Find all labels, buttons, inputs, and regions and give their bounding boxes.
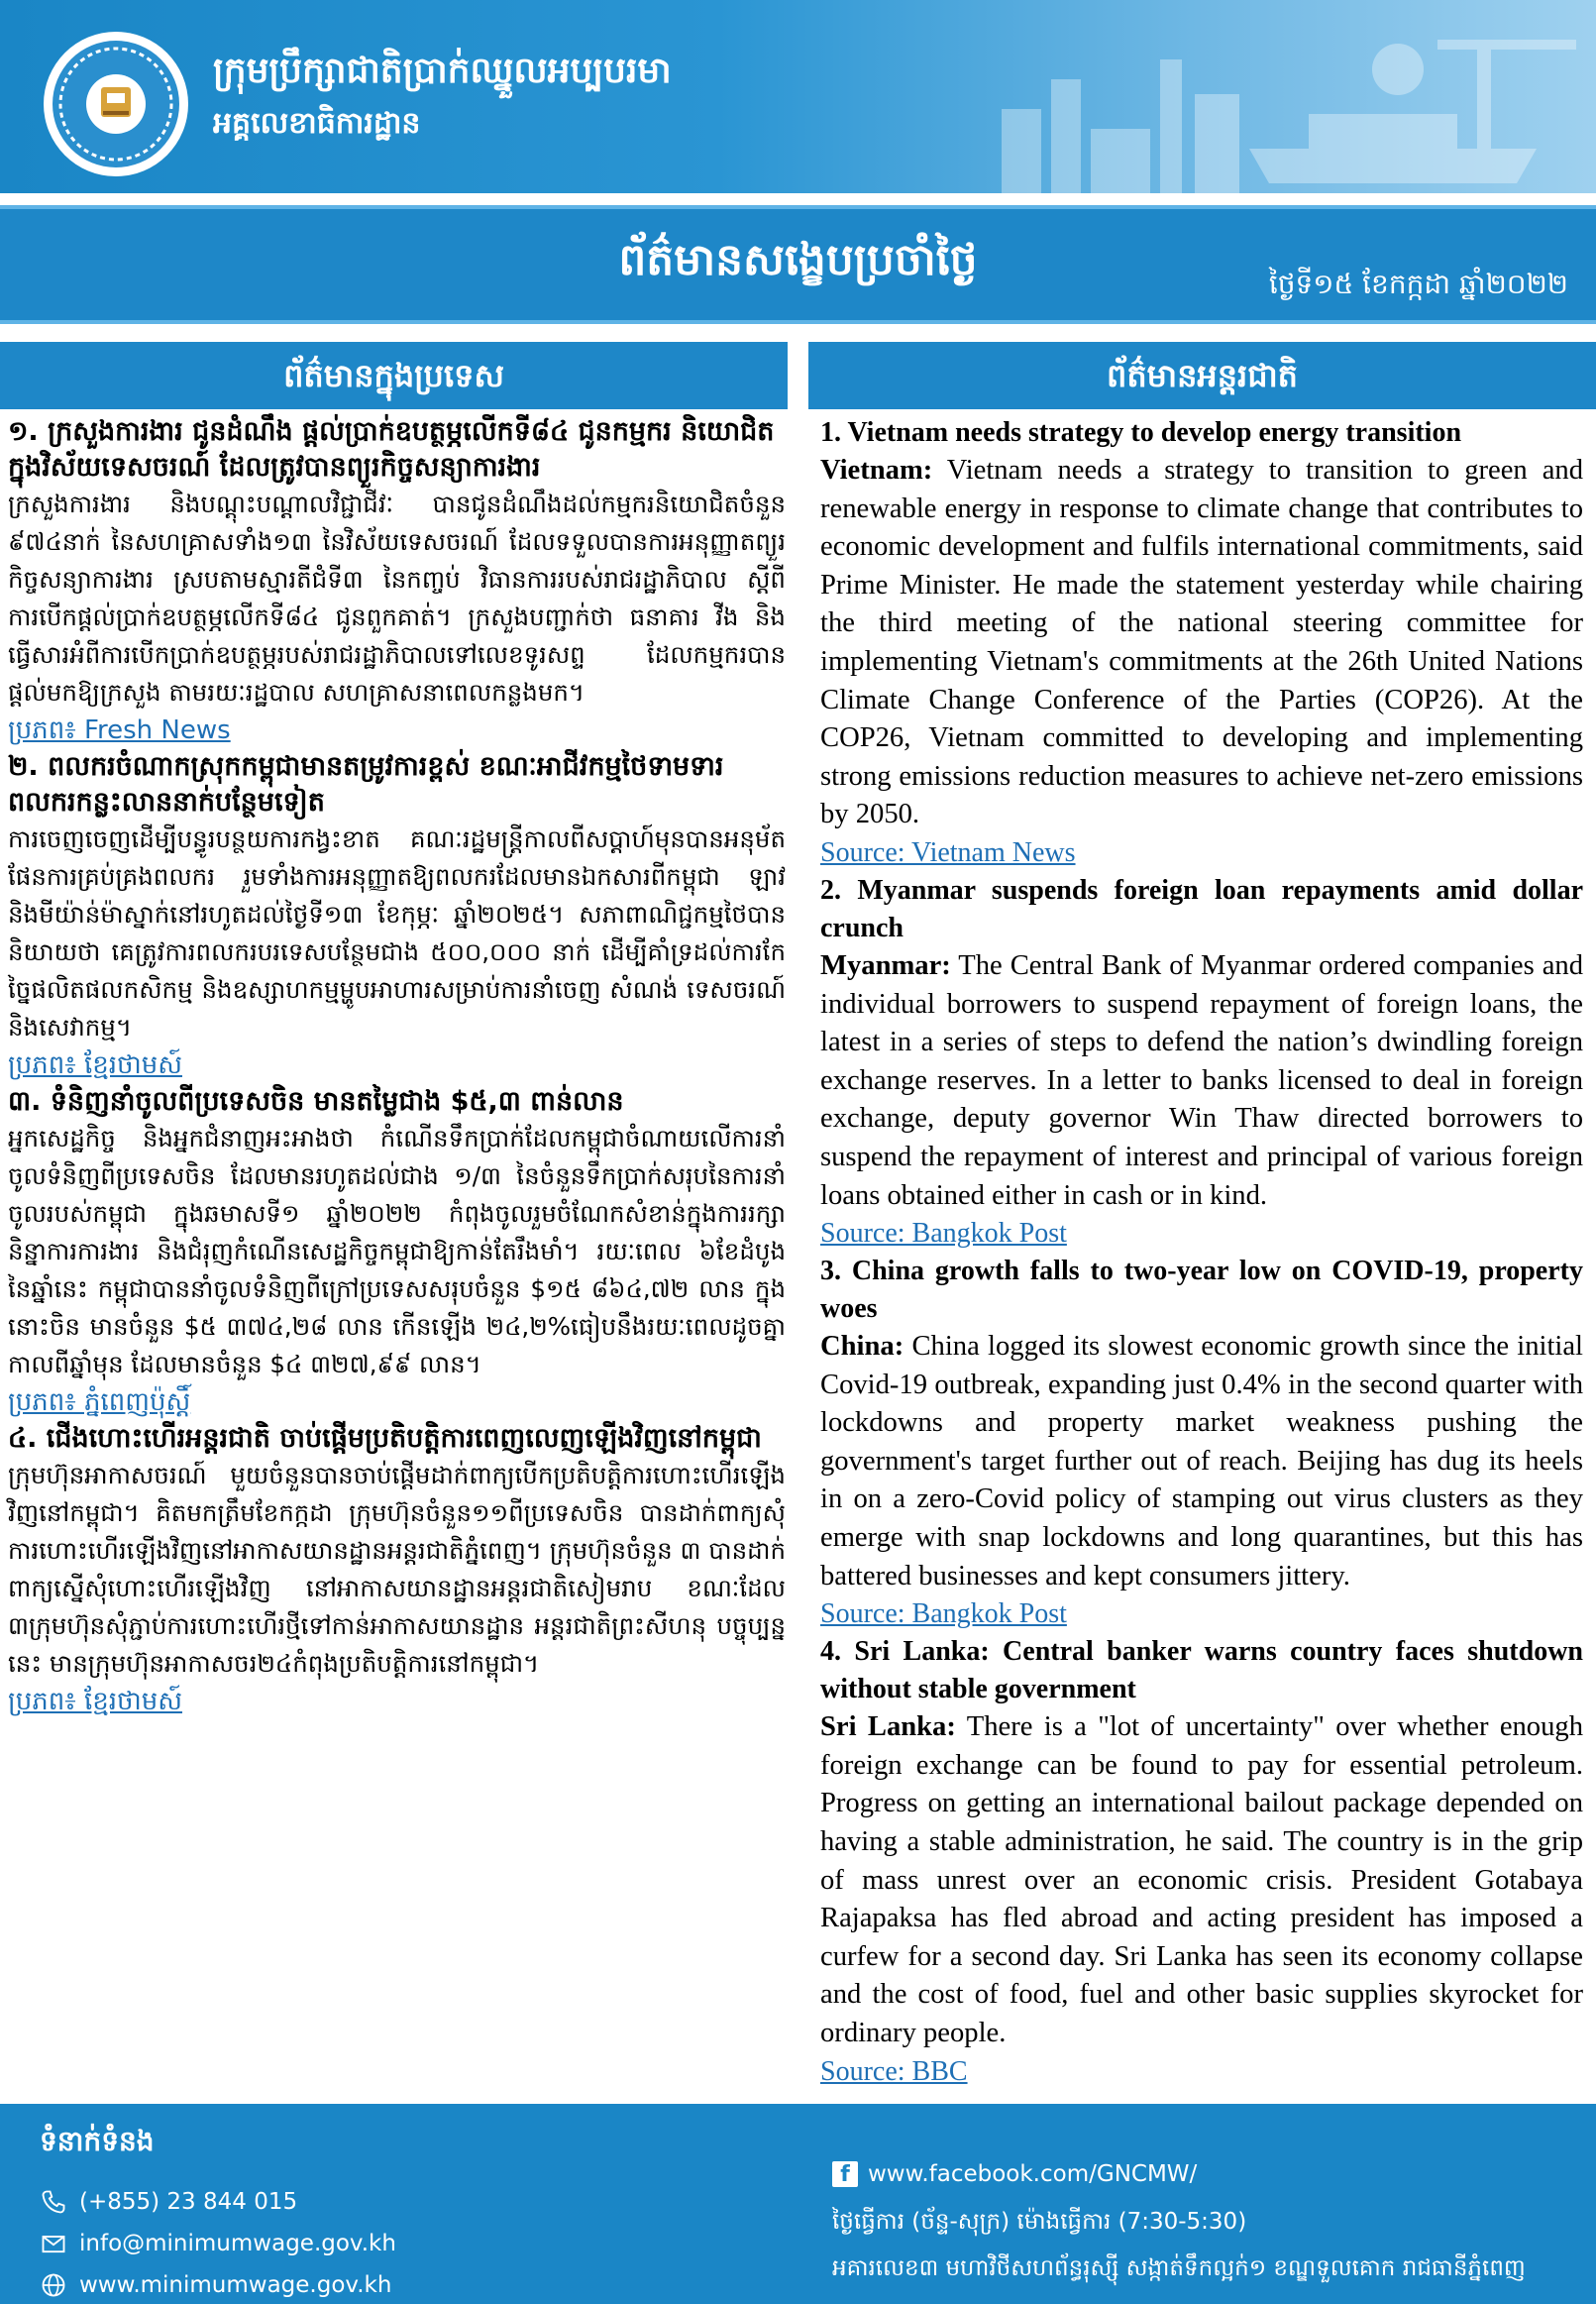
newsletter-title: ព័ត៌មានសង្ខេបប្រចាំថ្ងៃ (618, 235, 978, 285)
article-body: ក្រុមហ៊ុនអាកាសចរណ៍ មួយចំនួនបានចាប់ផ្ដើមដាក់ពាក្យបើកប្រតិបត្តិការហោះហើរឡើងវិញនៅកម្ពុជា។ គិតមកត្រឹមខែកក្កដា ក្រុមហ៊ុនចំនួន១១ពីប្រទេសចិន បានដាក់ពាក្យសុំការហោះហើរឡើងវិញនៅអាកាសយានដ្ឋានអន្តរជាតិភ្នំពេញ។ ក្រុមហ៊ុនចំនួន ៣ បានដាក់ពាក្យស្នើសុំហោះហើរឡើងវិញ នៅអាកាសយានដ្ឋានអន្តរជាតិសៀមរាប ខណៈដែល ៣ក្រុមហ៊ុនសុំភ្ជាប់ការហោះហើរថ្មីទៅកាន់អាកាសយានដ្ឋាន អន្តរជាតិព្រះសីហនុ បច្ចុប្បន្ននេះ មានក្រុមហ៊ុនអាកាសចរ២៤កំពុងប្រតិបត្តិការនៅកម្ពុជា។ (8, 1461, 786, 1678)
council-logo-icon (42, 30, 190, 178)
title-banner (0, 205, 1596, 324)
article-body: ក្រសួងការងារ និងបណ្ដុះបណ្ដាលវិជ្ជាជីវៈ បានជូនដំណឹងដល់កម្មករនិយោជិតចំនួន ៩៧៤នាក់ នៃសហគ្រាសទាំង១៣ នៃវិស័យទេសចរណ៍ ដែលទទួលបានការអនុញ្ញាតព្យួរកិច្ចសន្យាការងារ ស្របតាមស្មារតីជំទី៣ នៃកញ្ចប់ វិធានការរបស់រាជរដ្ឋាភិបាល ស្ដីពីការបើកផ្ដល់ប្រាក់ឧបត្ថម្ភលើកទី៨៤ ជូនពួកគាត់។ ក្រសួងបញ្ជាក់ថា ធនាគារ វីង និងធ្វើសារអំពីការបើកប្រាក់ឧបត្ថម្ភរបស់រាជរដ្ឋាភិបាលទៅលេខទូរសព្ទ ដែលកម្មករបានផ្ដល់មកឱ្យក្រសួង តាមរយៈរដ្ឋបាល សហគ្រាសនាពេលកន្លងមក។ (8, 490, 786, 707)
working-hours: ថ្ងៃធ្វើការ (ច័ន្ទ-សុក្រ) ម៉ោងធ្វើការ (7:30-5:30) (832, 2209, 1247, 2235)
article-source-link[interactable]: Source: Bangkok Post (820, 1218, 1067, 1250)
port-skyline-illustration (982, 0, 1596, 193)
contact-footer (0, 2104, 1596, 2304)
newsletter-date: ថ្ងៃទី១៥ ខែកក្កដា ឆ្នាំ២០២២ (1268, 268, 1568, 300)
facebook-contact[interactable] (832, 2161, 1197, 2187)
article-body (820, 947, 1583, 1215)
article-country: Myanmar: (820, 949, 951, 981)
article-source-link[interactable]: Source: Bangkok Post (820, 1598, 1067, 1630)
article-title: ៤. ជើងហោះហើរអន្តរជាតិ ចាប់ផ្ដើមប្រតិបត្តិការពេញលេញឡើងវិញនៅកម្ពុជា (8, 1423, 762, 1454)
article-text: There is a "lot of uncertainty" over whether enough foreign exchange can be found to pay for essential petroleum. Progress on getting an international bailout package depended on having a stable administration, he said. The country is in the grip of mass unrest over an economic crisis. President Gotabaya Rajapaksa has fled abroad and acting president has imposed a curfew for a second day. Sri Lanka has seen its economy collapse and the cost of food, fuel and other basic supplies skyrocket for ordinary people. (820, 1711, 1583, 2048)
article-body (820, 1328, 1583, 1595)
international-news-column (820, 414, 1583, 2091)
globe-icon (40, 2271, 67, 2299)
article-body (820, 1708, 1583, 2052)
article-source-link[interactable]: ប្រភព៖ ភ្នំពេញប៉ុស្តិ៍ (8, 1387, 191, 1417)
international-article (820, 1633, 1583, 2090)
article-source-link[interactable]: Source: Vietnam News (820, 836, 1076, 868)
contact-title: ទំនាក់ទំនង (40, 2125, 155, 2157)
email-contact[interactable] (40, 2230, 396, 2257)
international-news-heading: ព័ត៌មានអន្តរជាតិ (808, 342, 1596, 409)
article-title: 1. Vietnam needs strategy to develop energy transition (820, 417, 1462, 448)
domestic-article (8, 749, 786, 1084)
article-title: 2. Myanmar suspends foreign loan repayments amid dollar crunch (820, 874, 1583, 943)
article-title: ២. ពលករចំណាកស្រុកកម្ពុជាមានតម្រូវការខ្ពស់ ខណៈអាជីវកម្មថៃទាមទារពលករកន្លះលាននាក់បន្ថែមទៀត (8, 751, 724, 818)
article-country: Vietnam: (820, 455, 933, 486)
website-contact[interactable] (40, 2271, 391, 2299)
domestic-article (8, 1084, 786, 1421)
article-source-link[interactable]: ប្រភព៖ ខ្មែរថាមស៍ (8, 1687, 182, 1716)
facebook-icon: f (832, 2161, 858, 2187)
phone-contact[interactable] (40, 2188, 297, 2216)
website-url: www.minimumwage.gov.kh (79, 2272, 392, 2298)
page-header (0, 0, 1596, 193)
international-article (820, 872, 1583, 1253)
article-country: Sri Lanka: (820, 1711, 956, 1743)
article-source-link[interactable]: ប្រភព៖ ខ្មែរថាមស៍ (8, 1050, 182, 1080)
article-body: អ្នកសេដ្ឋកិច្ច និងអ្នកជំនាញអះអាងថា កំណើនទឹកប្រាក់ដែលកម្ពុជាចំណាយលើការនាំចូលទំនិញពីប្រទេសចិន ដែលមានរហូតដល់ជាង ១/៣ នៃចំនួនទឹកប្រាក់សរុបនៃការនាំចូលរបស់កម្ពុជា ក្នុងឆមាសទី១ ឆ្នាំ២០២២ កំពុងចូលរួមចំណែកសំខាន់ក្នុងការរក្សានិន្នាការការងារ និងជំរុញកំណើនសេដ្ឋកិច្ចកម្ពុជាឱ្យកាន់តែរឹងមាំ។ រយៈពេល ៦ខែដំបូង នៃឆ្នាំនេះ កម្ពុជាបាននាំចូលទំនិញពីក្រៅប្រទេសសរុបចំនួន $១៥ ៨៦៤,៧២ លាន ក្នុងនោះចិន មានចំនួន $៥ ៣៧៤,២៨ លាន កើនឡើង ២៤,២%ធៀបនឹងរយៈពេលដូចគ្នាកាលពីឆ្នាំមុន ដែលមានចំនួន $៤ ៣២៧,៩៩ លាន។ (8, 1124, 786, 1378)
international-article (820, 414, 1583, 872)
article-source-link[interactable]: Source: BBC (820, 2055, 968, 2087)
article-country: China: (820, 1331, 904, 1363)
article-text: The Central Bank of Myanmar ordered companies and individual borrowers to suspend repayment of foreign loans, the latest in a series of steps to defend the nation’s dwindling foreign exchange reserves. In a letter to banks licensed to deal in foreign exchange, deputy governor Win Thaw directed borrowers to suspend the repayment of interest and principal of various foreign loans obtained either in cash or in kind. (820, 949, 1583, 1211)
international-article (820, 1253, 1583, 1633)
organization-name: ក្រុមប្រឹក្សាជាតិប្រាក់ឈ្នួលអប្បបរមា (213, 51, 672, 91)
domestic-news-heading: ព័ត៌មានក្នុងប្រទេស (0, 342, 788, 409)
article-source-link[interactable]: ប្រភព៖ Fresh News (8, 715, 231, 745)
article-title: ១. ក្រសួងការងារ ជូនដំណឹង ផ្ដល់ប្រាក់ឧបត្ថម្ភលើកទី៨៤ ជូនកម្មករ និយោជិតក្នុងវិស័យទេសចរណ៍ ដែលត្រូវបានព្យួរកិច្ចសន្យាការងារ (8, 416, 775, 483)
article-title: 3. China growth falls to two-year low on COVID-19, property woes (820, 1256, 1583, 1325)
facebook-url: www.facebook.com/GNCMW/ (868, 2161, 1198, 2187)
domestic-article (8, 1421, 786, 1720)
domestic-news-column (8, 414, 786, 1720)
article-text: China logged its slowest economic growth since the initial Covid-19 outbreak, expanding just 0.4% in the second quarter with lockdowns and property market weakness pushing the government's target further out of reach. Beijing has dug its heels in on a zero-Covid policy of stamping out virus clusters as they emerge with snap lockdowns and long quarantines, but this has battered businesses and kept consumers jittery. (820, 1331, 1583, 1591)
article-text: Vietnam needs a strategy to transition to green and renewable energy in response to climate change that contributes to economic development and fulfils international commitments, said Prime Minister. He made the statement yesterday while chairing the third meeting of the national steering committee for implementing Vietnam's commitments at the 26th United Nations Climate Change Conference of the Parties (COP26). At the COP26, Vietnam committed to developing and implementing strong emissions reduction measures to achieve net-zero emissions by 2050. (820, 455, 1584, 830)
email-address: info@minimumwage.gov.kh (79, 2231, 396, 2256)
domestic-article (8, 414, 786, 749)
article-title: ៣. ទំនិញនាំចូលពីប្រទេសចិន មានតម្លៃជាង $៥,៣ ពាន់លាន (8, 1086, 624, 1117)
phone-icon (40, 2188, 67, 2216)
article-body: ការចេញចេញដើម្បីបន្ធូរបន្ថយការកង្វះខាត គណៈរដ្ឋមន្ត្រីកាលពីសប្ដាហ៍មុនបានអនុម័តផែនការគ្រប់គ្រងពលករ រួមទាំងការអនុញ្ញាតឱ្យពលករដែលមានឯកសារពីកម្ពុជា ឡាវ និងមីយ៉ាន់ម៉ាស្នាក់នៅរហូតដល់ថ្ងៃទី១៣ ខែកុម្ភៈ ឆ្នាំ២០២៥។ សភាពាណិជ្ជកម្មថៃបាននិយាយថា គេត្រូវការពលករបរទេសបន្ថែមជាង ៥០០,០០០ នាក់ ដើម្បីគាំទ្រដល់ការកែច្នៃផលិតផលកសិកម្ម និងឧស្សាហកម្មម្ហូបអាហារសម្រាប់ការនាំចេញ សំណង់ ទេសចរណ៍ និងសេវាកម្ម។ (8, 824, 786, 1042)
email-icon (40, 2230, 67, 2257)
article-title: 4. Sri Lanka: Central banker warns country faces shutdown without stable government (820, 1636, 1583, 1705)
office-address: អគារលេខ៣ មហាវិថីសហព័ន្ធរុស្ស៊ី សង្កាត់ទឹកល្អក់១ ខណ្ឌទួលគោក រាជធានីភ្នំពេញ (832, 2255, 1526, 2281)
article-body (820, 452, 1583, 834)
department-name: អគ្គលេខាធិការដ្ឋាន (213, 106, 421, 141)
phone-number: (+855) 23 844 015 (79, 2189, 298, 2215)
